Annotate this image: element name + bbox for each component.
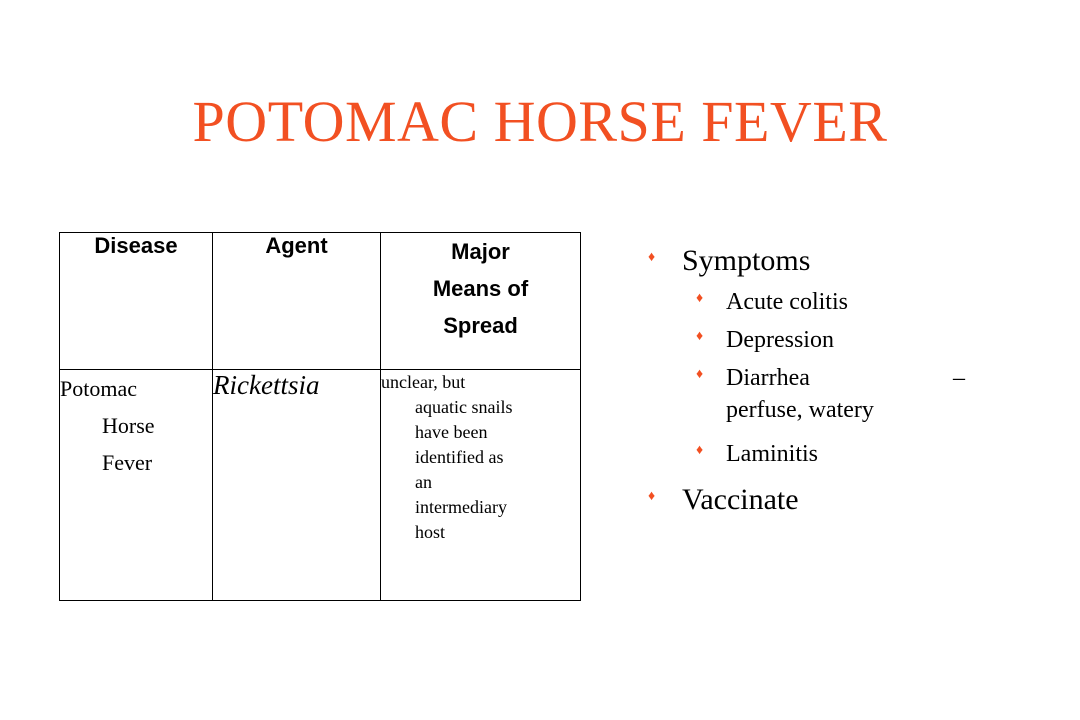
header-spread xyxy=(381,233,581,370)
dash-separator: – xyxy=(953,365,965,391)
diamond-bullet-icon: ♦ xyxy=(696,329,704,344)
cell-spread xyxy=(381,370,581,601)
sub-bullet xyxy=(648,441,1068,483)
table-header-row xyxy=(60,233,581,370)
disease-table xyxy=(59,232,581,601)
bullet-list xyxy=(648,244,1068,528)
header-disease: Disease xyxy=(60,233,213,370)
disease-line: Potomac xyxy=(60,376,137,401)
header-spread-line: Major xyxy=(451,239,510,264)
cell-disease xyxy=(60,370,213,601)
sub-bullet-text: Laminitis xyxy=(726,441,818,467)
header-spread-line: Spread xyxy=(443,313,518,338)
diamond-bullet-icon: ♦ xyxy=(696,367,704,382)
header-agent: Agent xyxy=(213,233,381,370)
sub-bullet xyxy=(648,327,1068,365)
spread-line: unclear, but xyxy=(381,372,466,392)
diamond-bullet-icon: ♦ xyxy=(696,443,704,458)
sub-bullet-continuation: perfuse, watery xyxy=(726,397,874,423)
diamond-bullet-icon: ♦ xyxy=(648,250,656,265)
sub-bullet-text: Depression xyxy=(726,327,834,353)
diamond-bullet-icon: ♦ xyxy=(696,291,704,306)
sub-bullet-text: Acute colitis xyxy=(726,289,848,315)
sub-bullet xyxy=(648,365,1068,441)
spread-line: have been xyxy=(415,422,488,442)
header-spread-line: Means of xyxy=(432,276,529,301)
spread-line: host xyxy=(415,522,446,542)
disease-line: Fever xyxy=(102,450,153,475)
spread-line: an xyxy=(415,472,432,492)
bullet-text: Vaccinate xyxy=(682,483,799,516)
bullet-text: Symptoms xyxy=(682,244,811,277)
spread-line: aquatic snails xyxy=(415,397,513,417)
sub-bullet xyxy=(648,289,1068,327)
table-row xyxy=(60,370,581,601)
diamond-bullet-icon: ♦ xyxy=(648,489,656,504)
slide-title: POTOMAC HORSE FEVER xyxy=(192,89,888,154)
disease-line: Horse xyxy=(102,413,155,438)
sub-bullet-text: Diarrhea xyxy=(726,365,810,391)
bullet-symptoms xyxy=(648,244,1068,289)
spread-line: intermediary xyxy=(415,497,507,517)
bullet-vaccinate xyxy=(648,483,1068,528)
spread-line: identified as xyxy=(415,447,504,467)
cell-agent: Rickettsia xyxy=(213,370,381,601)
